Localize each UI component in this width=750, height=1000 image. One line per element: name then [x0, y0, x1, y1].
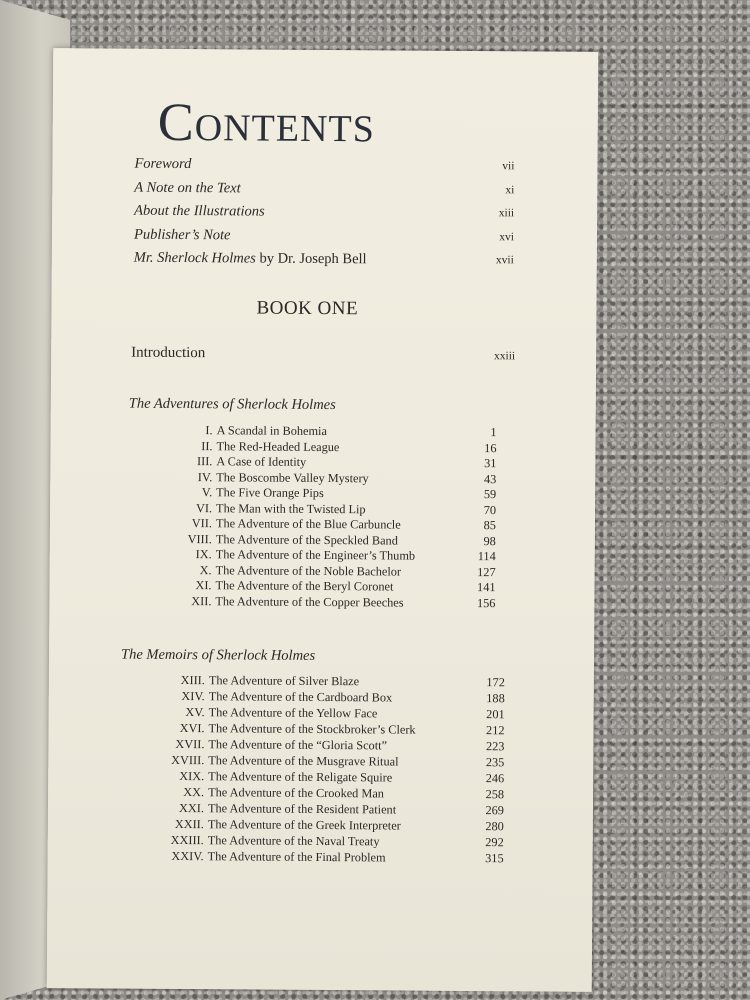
entry-number: II. — [201, 438, 213, 453]
entry-number: XX. — [183, 785, 205, 800]
entry-page: 16 — [484, 440, 497, 455]
entry-number: I. — [205, 423, 213, 438]
entry-page: 114 — [477, 549, 496, 564]
entry-number: XVI. — [179, 721, 205, 736]
entry-page: 98 — [483, 533, 496, 548]
entry-number: XVII. — [175, 736, 205, 752]
entry-page: 315 — [485, 851, 504, 866]
entry-page: 43 — [483, 471, 497, 486]
entry-number: XIII. — [180, 673, 205, 688]
contents-heading: Contents — [157, 91, 376, 154]
entry-page: 127 — [477, 564, 496, 579]
front-matter-page: vii — [502, 160, 515, 173]
front-matter-title: About the Illustrations — [134, 202, 265, 220]
entry-page: 31 — [484, 456, 497, 471]
entry-page: 258 — [485, 787, 505, 802]
entry-page: 292 — [485, 835, 504, 850]
entry-number: VIII. — [187, 531, 212, 546]
entry-number: XXIV. — [171, 848, 204, 864]
entry-title: The Adventure of the Cardboard Box — [208, 689, 393, 705]
front-matter-title: A Note on the Text — [134, 179, 241, 196]
front-matter-title-text: Mr. Sherlock Holmes — [133, 249, 256, 267]
entry-title: The Five Orange Pips — [216, 485, 324, 501]
entry-number: VII. — [191, 516, 213, 531]
entry-number: X. — [199, 562, 212, 577]
introduction-page: xxiii — [494, 350, 516, 363]
entry-number: XV. — [185, 705, 205, 720]
front-matter-page: xvii — [495, 254, 514, 267]
entry-number: V. — [201, 485, 213, 500]
entry-page: 223 — [485, 739, 505, 754]
entry-number: XII. — [191, 593, 212, 608]
entry-number: III. — [196, 454, 213, 469]
front-matter-item — [134, 179, 514, 205]
entry-title: The Adventure of the Stockbroker’s Clerk — [208, 721, 416, 737]
entry-title: The Adventure of the Religate Squire — [208, 769, 393, 785]
entry-number: XIV. — [181, 689, 205, 704]
entry-number: VI. — [195, 500, 213, 515]
entry-number: XIX. — [179, 769, 205, 784]
entry-number: XI. — [195, 578, 212, 593]
entry-title: The Adventure of the Speckled Band — [215, 531, 398, 548]
entry-page: 269 — [485, 803, 505, 818]
entry-number: IX. — [195, 547, 212, 562]
list-item — [127, 593, 495, 611]
front-matter-item — [134, 203, 514, 229]
entry-title: The Adventure of the Musgrave Ritual — [208, 753, 399, 769]
entry-page: 1 — [490, 425, 497, 440]
entry-page: 246 — [485, 771, 505, 786]
entry-title: The Adventure of the Crooked Man — [208, 785, 385, 801]
entry-page: 212 — [486, 723, 505, 738]
adventures-list — [127, 423, 496, 612]
entry-title: The Boscombe Valley Mystery — [216, 469, 369, 485]
entry-number: XXII. — [174, 816, 204, 832]
introduction-entry — [131, 345, 515, 365]
front-matter-list — [134, 156, 515, 276]
entry-number: XXIII. — [170, 832, 204, 848]
front-matter-page: xiii — [498, 207, 515, 220]
front-matter-title: Publisher’s Note — [133, 226, 231, 243]
entry-page: 85 — [483, 518, 497, 533]
contents-page — [47, 48, 599, 992]
entry-number: XXI. — [178, 801, 205, 816]
entry-title: The Red-Headed League — [216, 438, 340, 454]
entry-page: 141 — [477, 580, 496, 595]
entry-title: The Adventure of the Resident Patient — [207, 801, 397, 817]
front-matter-item — [134, 156, 514, 182]
entry-title: The Man with the Twisted Lip — [216, 500, 366, 516]
entry-title: The Adventure of the “Gloria Scott” — [208, 737, 388, 753]
entry-title: The Adventure of the Naval Treaty — [207, 833, 380, 849]
entry-title: The Adventure of the Beryl Coronet — [215, 578, 394, 594]
entry-title: The Adventure of the Final Problem — [207, 849, 386, 865]
front-matter-item — [134, 226, 514, 252]
entry-title: The Adventure of the Greek Interpreter — [207, 817, 401, 833]
entry-page: 188 — [486, 691, 505, 706]
entry-page: 59 — [483, 487, 497, 502]
entry-page: 70 — [483, 502, 497, 517]
entry-page: 201 — [486, 707, 505, 722]
section-title-memoirs: The Memoirs of Sherlock Holmes — [120, 646, 316, 664]
entry-title: A Scandal in Bohemia — [216, 423, 327, 439]
memoirs-list — [120, 673, 505, 868]
entry-page: 235 — [485, 755, 505, 770]
front-matter-page: xi — [505, 183, 515, 196]
entry-title: A Case of Identity — [216, 454, 307, 469]
front-matter-page: xvi — [499, 230, 515, 243]
section-title-adventures: The Adventures of Sherlock Holmes — [128, 395, 336, 414]
entry-number: XVIII. — [171, 752, 205, 768]
entry-title: The Adventure of the Yellow Face — [208, 705, 378, 721]
entry-title: The Adventure of the Engineer’s Thumb — [215, 547, 416, 563]
entry-title: The Adventure of Silver Blaze — [208, 673, 360, 689]
entry-title: The Adventure of the Copper Beeches — [215, 593, 404, 610]
front-matter-title — [134, 250, 367, 268]
front-matter-author: by Dr. Joseph Bell — [259, 250, 367, 268]
entry-title: The Adventure of the Noble Bachelor — [215, 562, 402, 579]
entry-number: IV. — [197, 469, 213, 484]
front-matter-title: Foreword — [134, 155, 192, 173]
book-title: BOOK ONE — [256, 297, 359, 320]
entry-page: 172 — [486, 675, 505, 690]
entry-page: 280 — [485, 819, 504, 834]
front-matter-item — [134, 250, 514, 276]
entry-title: The Adventure of the Blue Carbuncle — [215, 516, 401, 532]
list-item — [120, 849, 504, 868]
introduction-title: Introduction — [131, 344, 206, 362]
entry-page: 156 — [476, 595, 496, 610]
